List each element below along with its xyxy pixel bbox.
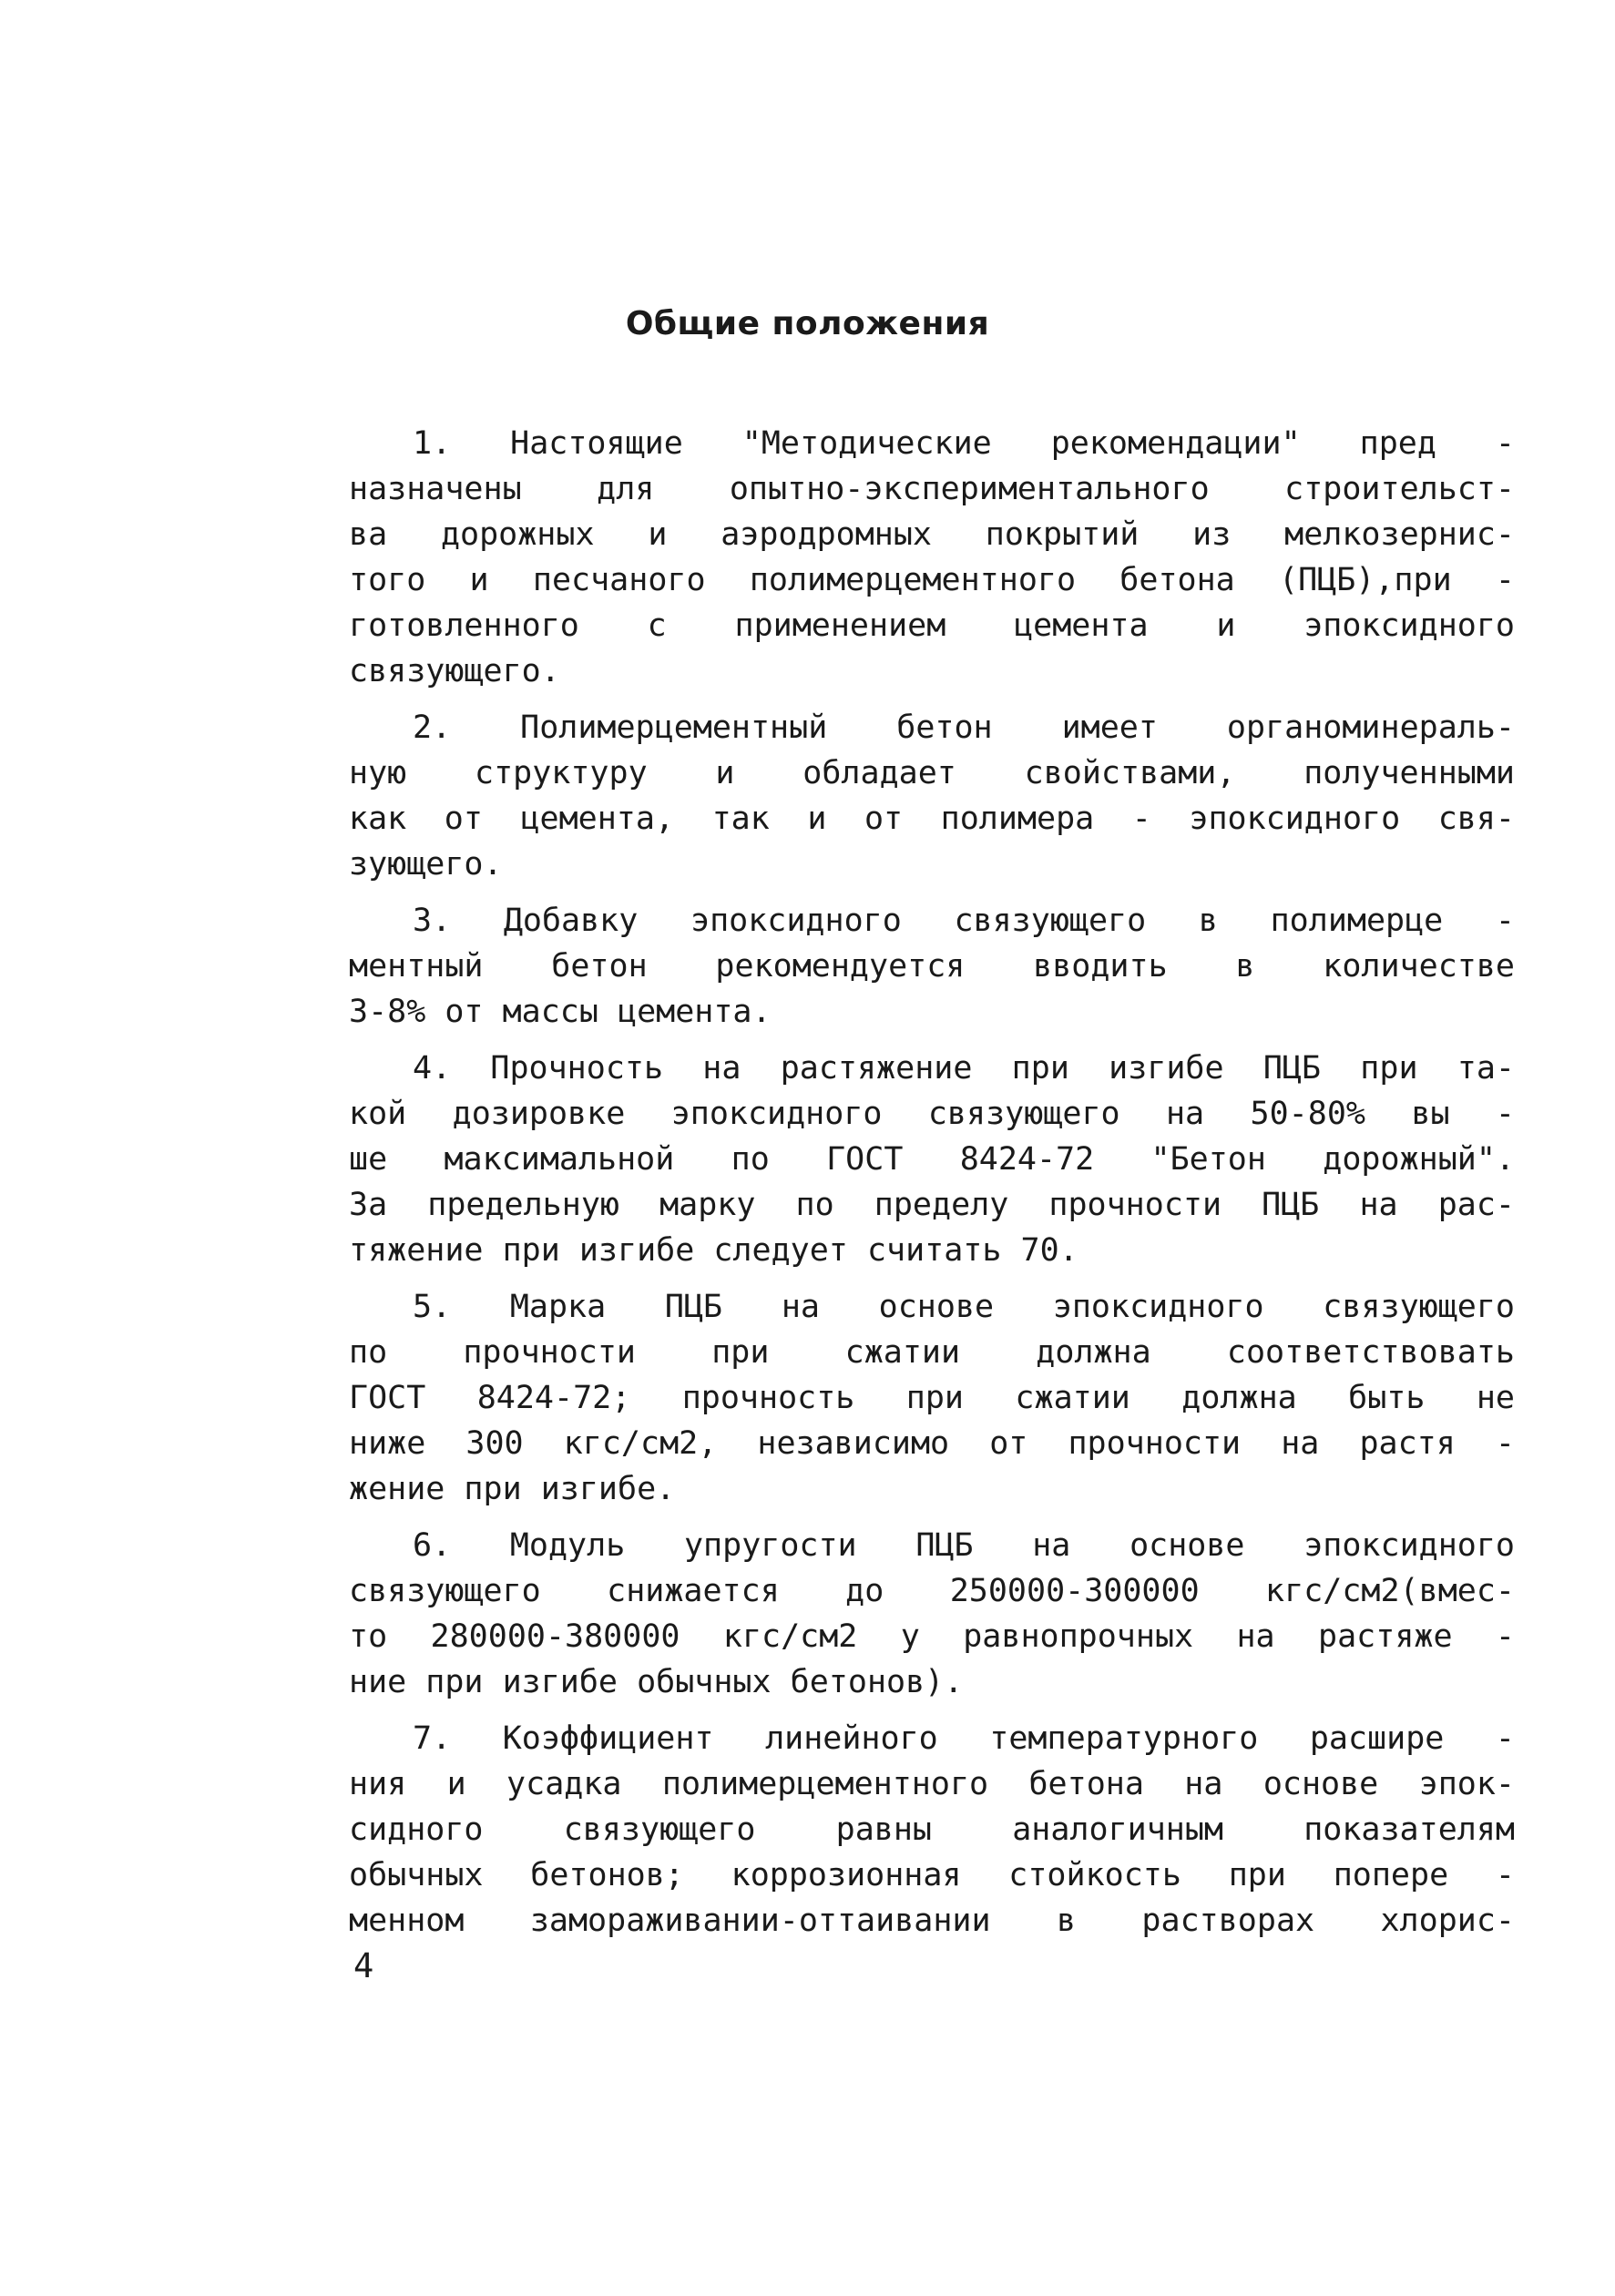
text-line: 2. Полимерцементный бетон имеет органоминераль- — [413, 709, 1515, 746]
paragraph-3 — [349, 898, 1515, 1035]
text-line: ную структуру и обладает свойствами, полученными — [349, 755, 1515, 791]
text-line: готовленного с применением цемента и эпоксидного — [349, 607, 1515, 644]
paragraph-2 — [349, 705, 1515, 887]
page-number: 4 — [353, 1946, 374, 1985]
text-line: 3-8% от массы цемента. — [349, 994, 772, 1030]
body-text — [349, 421, 1515, 1954]
paragraph-5 — [349, 1284, 1515, 1512]
text-line: связующего снижается до 250000-300000 кгс/см2(вмес- — [349, 1573, 1515, 1609]
text-line: того и песчаного полимерцементного бетона (ПЦБ),при - — [349, 562, 1515, 598]
paragraph-4 — [349, 1046, 1515, 1273]
text-line: назначены для опытно-экспериментального строительст- — [349, 471, 1515, 507]
text-line: по прочности при сжатии должна соответствовать — [349, 1334, 1515, 1371]
section-heading: Общие положения — [625, 305, 990, 342]
text-line: жение при изгибе. — [349, 1471, 676, 1507]
text-line: ниже 300 кгс/см2, независимо от прочности на растя - — [349, 1425, 1515, 1462]
text-line: сидного связующего равны аналогичным показателям — [349, 1811, 1515, 1848]
text-line: ния и усадка полимерцементного бетона на основе эпок- — [349, 1766, 1515, 1802]
text-line: как от цемента, так и от полимера - эпоксидного свя- — [349, 801, 1515, 837]
text-line: ше максимальной по ГОСТ 8424-72 "Бетон дорожный". — [349, 1141, 1515, 1178]
text-line: то 280000-380000 кгс/см2 у равнопрочных на растяже - — [349, 1618, 1515, 1655]
text-line: 7. Коэффициент линейного температурного расшире - — [413, 1720, 1515, 1757]
text-line: менном замораживании-оттаивании в растворах хлорис- — [349, 1903, 1515, 1939]
text-line: связующего. — [349, 653, 560, 689]
text-line: ментный бетон рекомендуется вводить в количестве — [349, 948, 1515, 985]
text-line: обычных бетонов; коррозионная стойкость при попере - — [349, 1857, 1515, 1893]
text-line: ние при изгибе обычных бетонов). — [349, 1664, 964, 1700]
text-line: За предельную марку по пределу прочности ПЦБ на рас- — [349, 1187, 1515, 1223]
text-line: тяжение при изгибе следует считать 70. — [349, 1232, 1078, 1269]
text-line: ва дорожных и аэродромных покрытий из мелкозернис- — [349, 516, 1515, 553]
paragraph-7 — [349, 1716, 1515, 1944]
text-line: ГОСТ 8424-72; прочность при сжатии должна быть не — [349, 1380, 1515, 1416]
text-line: зующего. — [349, 846, 503, 883]
paragraph-6 — [349, 1523, 1515, 1705]
paragraph-1 — [349, 421, 1515, 694]
text-line: кой дозировке эпоксидного связующего на 50-80% вы - — [349, 1096, 1515, 1132]
text-line: 4. Прочность на растяжение при изгибе ПЦБ при та- — [413, 1050, 1515, 1087]
text-line: 5. Марка ПЦБ на основе эпоксидного связующего — [413, 1289, 1515, 1325]
text-line: 3. Добавку эпоксидного связующего в полимерце - — [413, 903, 1515, 939]
text-line: 1. Настоящие "Методические рекомендации" пред - — [413, 425, 1515, 462]
text-line: 6. Модуль упругости ПЦБ на основе эпоксидного — [413, 1527, 1515, 1564]
